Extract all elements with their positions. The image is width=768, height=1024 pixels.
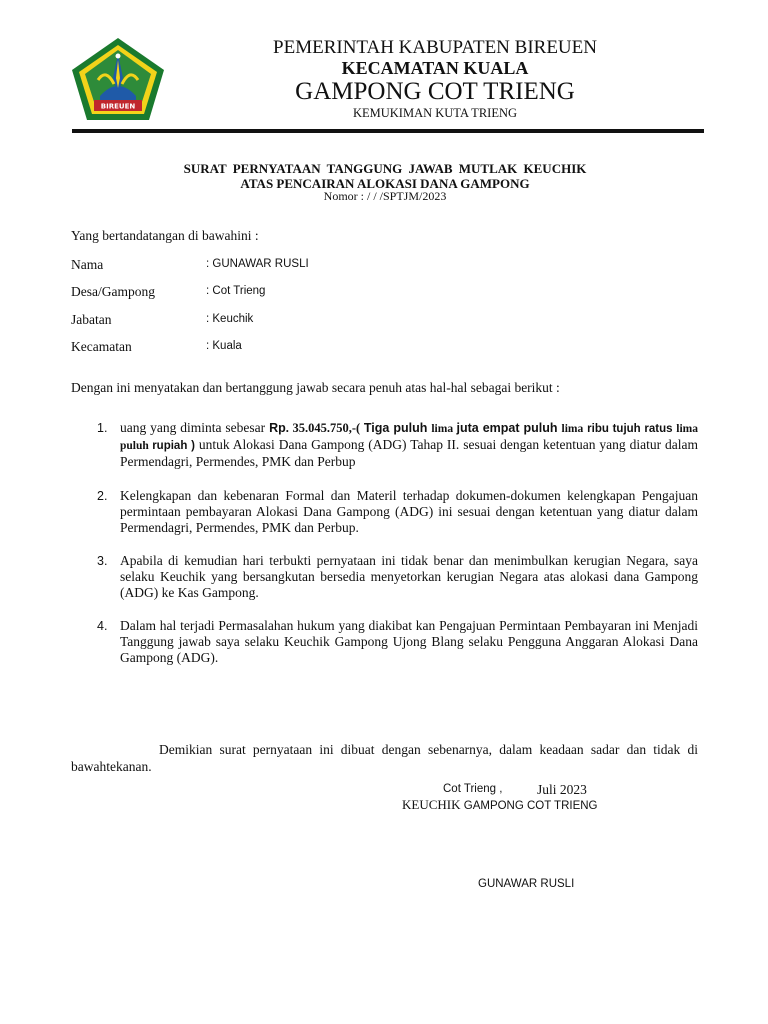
list-item-number: 1.: [97, 421, 108, 435]
header-line-1: PEMERINTAH KABUPATEN BIREUEN: [273, 37, 597, 58]
field-value-desa: : Cot Trieng: [206, 285, 266, 297]
list-item-number: 2.: [97, 489, 108, 503]
closing-text: Demikian surat pernyataan ini dibuat dengan sebenarnya, dalam keadaan sadar dan tidak di bawahtekanan.: [71, 742, 698, 774]
item-1-words-6: lima puluh: [120, 423, 698, 452]
item-1-prefix: uang yang diminta sebesar: [120, 420, 270, 435]
item-1-rest: untuk Alokasi Dana Gampong (ADG) Tahap II. sesuai dengan ketentuan yang diatur dalam Permendagri, Permendes, PMK dan Perbup: [120, 437, 698, 469]
header-line-3: GAMPONG COT TRIENG: [295, 78, 575, 105]
signatory-name: GUNAWAR RUSLI: [478, 878, 575, 890]
logo-text: BIREUEN: [100, 102, 136, 111]
item-1-rp: Rp: [269, 421, 286, 435]
signature-date: Juli 2023: [537, 782, 587, 797]
signature-role: [402, 797, 598, 813]
item-1-words-5: ribu tujuh ratus: [587, 423, 677, 435]
header-divider: [72, 129, 704, 133]
statement-text: Dengan ini menyatakan dan bertanggung jawab secara penuh atas hal-hal sebagai berikut :: [71, 380, 560, 395]
list-item-text: Dalam hal terjadi Permasalahan hukum yang diakibat kan Pengajuan Permintaan Pembayaran ini Menjadi Tanggung jawab saya selaku Keuchik Gampong Ujong Blang selaku Pengguna Anggaran Alokasi Dana Gampong (ADG).: [120, 618, 698, 665]
item-1-words-4: lima: [561, 423, 584, 435]
list-item-text: Kelengkapan dan kebenaran Formal dan Materil terhadap dokumen-dokumen kelengkapan Pengajuan permintaan pembayaran Alokasi Dana Gampong (ADG) ini sesuai dengan ketentuan yang diatur dalam Permendagri, Permendes, PMK dan Perbup.: [120, 488, 698, 535]
item-1-words-7: rupiah ): [152, 440, 195, 452]
list-item: [71, 553, 698, 601]
header-line-2: KECAMATAN KUALA: [341, 58, 529, 78]
field-value-jabatan: : Keuchik: [206, 313, 254, 325]
document-number: Nomor : / / /SPTJM/2023: [323, 189, 447, 203]
field-value-nama: : GUNAWAR RUSLI: [206, 258, 309, 270]
list-item: [71, 618, 698, 666]
document-title-line-1: SURAT PERNYATAAN TANGGUNG JAWAB MUTLAK KEUCHIK: [183, 161, 587, 176]
item-1-words-1: Tiga puluh: [363, 421, 432, 435]
field-label-nama: Nama: [71, 257, 104, 272]
signature-role-place: GAMPONG COT TRIENG: [463, 800, 598, 812]
header-line-4: KEMUKIMAN KUTA TRIENG: [352, 106, 518, 120]
list-item-text: Apabila di kemudian hari terbukti pernyataan ini tidak benar dan menimbulkan kerugian Negara, saya selaku Keuchik yang bersangkutan bersedia menyetorkan kerugian Negara atas alokasi dana Gampong (ADG) ke Kas Gampong.: [120, 553, 698, 600]
signature-role-title: KEUCHIK: [402, 797, 464, 812]
statement-list: [71, 420, 698, 666]
list-item: [71, 420, 698, 470]
item-1-words-2: lima: [431, 423, 457, 435]
list-item: [71, 488, 698, 536]
signature-place: Cot Trieng ,: [443, 783, 503, 795]
list-item-number: 3.: [97, 554, 108, 568]
field-value-kecamatan: : Kuala: [206, 340, 242, 352]
document-title-line-2: ATAS PENCAIRAN ALOKASI DANA GAMPONG: [240, 176, 530, 191]
item-1-amount: . 35.045.750,-(: [285, 421, 364, 435]
bireuen-logo: [70, 36, 166, 122]
field-label-kecamatan: Kecamatan: [71, 339, 132, 354]
field-label-jabatan: Jabatan: [71, 312, 112, 327]
item-1-words-3: juta empat puluh: [456, 421, 562, 435]
field-label-desa: Desa/Gampong: [71, 284, 155, 299]
intro-text: Yang bertandatangan di bawahini :: [71, 228, 259, 243]
list-item-number: 4.: [97, 619, 108, 633]
